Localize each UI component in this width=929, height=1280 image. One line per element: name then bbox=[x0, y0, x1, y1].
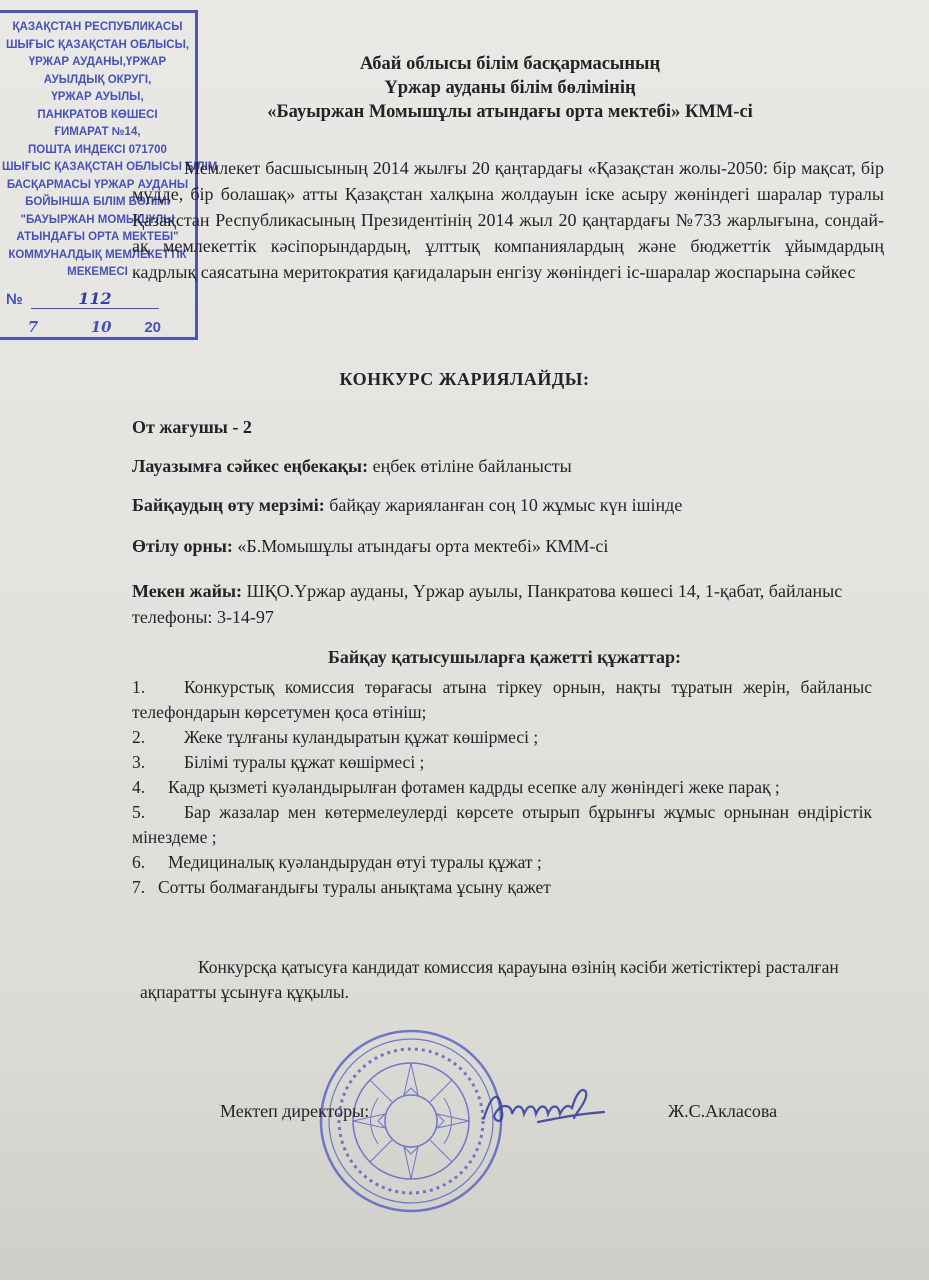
closing-paragraph: Конкурсқа қатысуға кандидат комиссия қарауына өзінің кәсіби жетістіктері расталған ақпаратты ұсынуға құқылы. bbox=[140, 957, 839, 1002]
list-item-text: Жеке тұлғаны куландыратын құжат көшірмесі ; bbox=[184, 727, 539, 747]
address-label: Мекен жайы: bbox=[132, 581, 242, 601]
stamp-date bbox=[2, 319, 193, 338]
list-item bbox=[132, 675, 872, 725]
list-item-text: Медициналық куәландырудан өтуі туралы құжат ; bbox=[168, 852, 542, 872]
stamp-date-day: 7 bbox=[27, 318, 39, 336]
list-item-number: 5. bbox=[132, 802, 146, 822]
venue-field bbox=[132, 533, 884, 559]
stamp-line: БОЙЫНША БІЛІМ БӨЛІМІ bbox=[25, 196, 170, 208]
position-field bbox=[132, 414, 884, 440]
stamp-line: ШЫҒЫС ҚАЗАҚСТАН ОБЛЫСЫ, bbox=[5, 38, 190, 51]
list-item-number: 7. bbox=[132, 877, 146, 897]
stamp-line: КОММУНАЛДЫҚ МЕМЛЕКЕТТІК bbox=[8, 248, 187, 261]
stamp-line: ҮРЖАР АУДАНЫ,ҮРЖАР bbox=[28, 56, 167, 68]
stamp-reg-label: № bbox=[6, 290, 23, 308]
list-item-text: Сотты болмағандығы туралы анықтама ұсыну қажет bbox=[158, 877, 551, 897]
documents-title: Байқау қатысушыларға қажетті құжаттар: bbox=[327, 647, 682, 667]
document-header bbox=[190, 52, 830, 124]
header-line-3: «Бауыржан Момышұлы атындағы орта мектебі» КММ-сі bbox=[267, 102, 753, 122]
stamp-registration-number bbox=[2, 290, 193, 310]
list-item-number: 3. bbox=[132, 752, 146, 772]
list-item-number: 1. bbox=[132, 677, 146, 697]
salary-field bbox=[132, 453, 884, 479]
list-item-text: Білімі туралы құжат көшірмесі ; bbox=[184, 752, 425, 772]
term-label: Байқаудың өту мерзімі: bbox=[132, 495, 325, 515]
stamp-line: МЕКЕМЕСІ bbox=[67, 266, 128, 278]
header-line-1: Абай облысы білім басқармасының bbox=[359, 54, 661, 74]
list-item bbox=[132, 800, 872, 850]
list-item-number: 6. bbox=[132, 852, 146, 872]
address-value: ШҚО.Үржар ауданы, Үржар ауылы, Панкратова көшесі 14, 1-қабат, байланыс телефоны: 3-14-97 bbox=[132, 581, 843, 627]
signature-label: Мектеп директоры: bbox=[220, 1101, 370, 1121]
stamp-line: ҒИМАРАТ №14, bbox=[54, 126, 141, 138]
list-item bbox=[132, 850, 872, 875]
stamp-reg-number: 112 bbox=[78, 288, 112, 308]
stamp-line: ПАНКРАТОВ КӨШЕСІ bbox=[37, 108, 158, 121]
stamp-line: БАСҚАРМАСЫ ҮРЖАР АУДАНЫ bbox=[6, 178, 189, 191]
list-item-number: 4. bbox=[132, 777, 146, 797]
venue-label: Өтілу орны: bbox=[132, 536, 233, 556]
term-value: байқау жарияланған соң 10 жұмыс күн ішінде bbox=[324, 495, 683, 515]
list-item bbox=[132, 725, 872, 750]
documents-list bbox=[132, 675, 872, 900]
list-item-number: 2. bbox=[132, 727, 146, 747]
venue-value: «Б.Момышұлы атындағы орта мектебі» КММ-сі bbox=[232, 536, 609, 556]
announcement-title: КОНКУРС ЖАРИЯЛАЙДЫ: bbox=[339, 369, 590, 389]
list-item-text: Кадр қызметі куәландырылған фотамен кадрды есепке алу жөніндегі жеке парақ ; bbox=[168, 777, 780, 797]
list-item-text: Конкурстық комиссия төрағасы атына тіркеу орнын, нақты тұратын жерін, байланыс телефондарын көрсетумен қоса өтініш; bbox=[132, 677, 872, 722]
stamp-line: ШЫҒЫС ҚАЗАҚСТАН ОБЛЫСЫ БІЛІМ bbox=[2, 161, 218, 173]
stamp-line: ҚАЗАҚСТАН РЕСПУБЛИКАСЫ bbox=[12, 21, 183, 33]
director-name: Ж.С.Акласова bbox=[668, 1101, 778, 1121]
list-item bbox=[132, 750, 872, 775]
stamp-line: АУЫЛДЫҚ ОКРУГІ, bbox=[43, 73, 152, 86]
intro-paragraph: Мемлекет басшысының 2014 жылғы 20 қаңтардағы «Қазақстан жолы-2050: бір мақсат, бір мүдде, бір болашақ» атты Қазақстан халқына жолдауын іске асыру жөніндегі шаралар туралы Қазақстан Республикасының Президентінің 2014 жыл 20 қаңтардағы №733 жарлығына, сондай-ақ мемлекеттік кәсіпорындардың, ұлттық компаниялардың және бюджеттік ұйымдардың кадрлық саясатына меритократия қағидаларын енгізу жөніндегі іс-шаралар жоспарына сәйкес bbox=[132, 158, 884, 282]
stamp-date-month: 10 bbox=[90, 318, 112, 336]
stamp-line: ПОШТА ИНДЕКСІ 071700 bbox=[28, 143, 167, 156]
salary-value: еңбек өтіліне байланысты bbox=[368, 456, 572, 476]
list-item bbox=[132, 875, 872, 900]
address-field bbox=[132, 578, 884, 630]
stamp-line: ҮРЖАР АУЫЛЫ, bbox=[51, 91, 144, 103]
position-label: От жағушы - 2 bbox=[132, 417, 252, 437]
signature-icon bbox=[478, 1082, 608, 1132]
salary-label: Лауазымға сәйкес еңбекақы: bbox=[132, 456, 369, 476]
header-line-2: Үржар ауданы білім бөлімінің bbox=[384, 78, 636, 98]
list-item bbox=[132, 775, 872, 800]
stamp-line: АТЫНДАҒЫ ОРТА МЕКТЕБІ" bbox=[16, 231, 179, 243]
list-item-text: Бар жазалар мен көтермелеулерді көрсете отырып бұрынғы жұмыс орнынан өндірістік мінездеме ; bbox=[132, 802, 872, 847]
stamp-line: "БАУЫРЖАН МОМЫШҰЛЫ bbox=[20, 213, 175, 226]
term-field bbox=[132, 492, 884, 518]
stamp-date-year: 20 bbox=[144, 319, 162, 336]
